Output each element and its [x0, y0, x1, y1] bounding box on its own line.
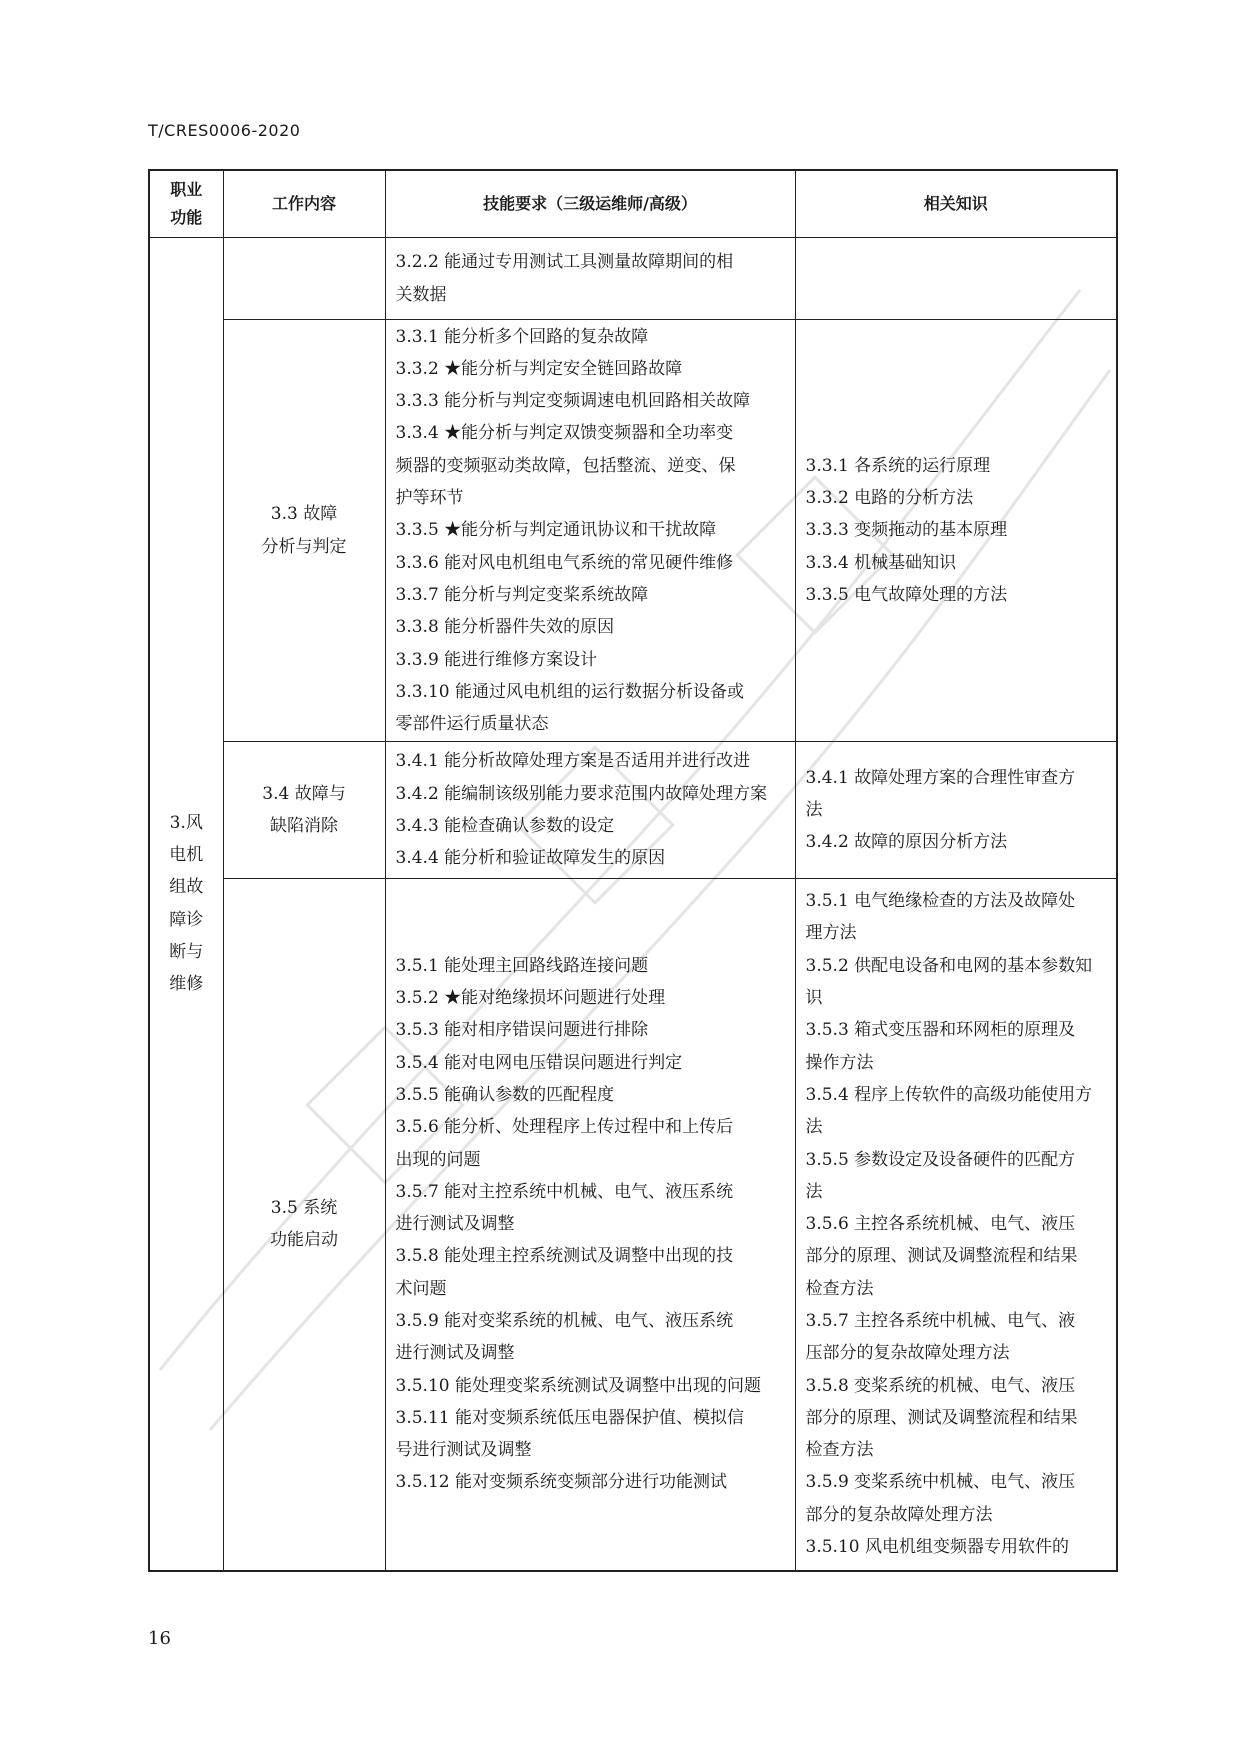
skill-cell: 3.4.1 能分析故障处理方案是否适用并进行改进 3.4.2 能编制该级别能力要求范围内故障处理方案 3.4.3 能检查确认参数的设定 3.4.4 能分析和验证故障发生的原因	[385, 742, 795, 879]
knowledge-cell: 3.3.1 各系统的运行原理 3.3.2 电路的分析方法 3.3.3 变频拖动的基本原理 3.3.4 机械基础知识 3.3.5 电气故障处理的方法	[795, 320, 1117, 742]
page-number: 16	[148, 1628, 171, 1649]
work-content-cell	[223, 238, 385, 320]
document-code: T/CRES0006-2020	[148, 121, 301, 140]
table-row	[149, 879, 1117, 1571]
knowledge-cell	[795, 238, 1117, 320]
knowledge-cell: 3.4.1 故障处理方案的合理性审查方 法 3.4.2 故障的原因分析方法	[795, 742, 1117, 879]
skill-cell: 3.2.2 能通过专用测试工具测量故障期间的相 关数据	[385, 238, 795, 320]
work-content-cell: 3.4 故障与 缺陷消除	[223, 742, 385, 879]
skills-table	[148, 169, 1118, 1572]
work-content-cell: 3.5 系统 功能启动	[223, 879, 385, 1571]
table-row	[149, 742, 1117, 879]
table-row	[149, 320, 1117, 742]
header-function: 职业 功能	[149, 170, 223, 238]
function-cell: 3.风 电机 组故 障诊 断与 维修	[149, 238, 223, 1571]
header-skill-requirements: 技能要求（三级运维师/高级）	[385, 170, 795, 238]
table-header-row	[149, 170, 1117, 238]
header-work-content: 工作内容	[223, 170, 385, 238]
skill-cell: 3.5.1 能处理主回路线路连接问题 3.5.2 ★能对绝缘损坏问题进行处理 3.5.3 能对相序错误问题进行排除 3.5.4 能对电网电压错误问题进行判定 3.5.5 能确认参数的匹配程度 3.5.6 能分析、处理程序上传过程中和上传后 出现的问题 3.5.7 能对主控系统中机械、电气、液压系统 进行测试及调整 3.5.8 能处理主控系统测试及调整中出现的技 术问题 3.5.9 能对变桨系统的机械、电气、液压系统 进行测试及调整 3.5.10 能处理变桨系统测试及调整中出现的问题 3.5.11 能对变频系统低压电器保护值、模拟信 号进行测试及调整 3.5.12 能对变频系统变频部分进行功能测试	[385, 879, 795, 1571]
work-content-cell: 3.3 故障 分析与判定	[223, 320, 385, 742]
knowledge-cell: 3.5.1 电气绝缘检查的方法及故障处 理方法 3.5.2 供配电设备和电网的基本参数知 识 3.5.3 箱式变压器和环网柜的原理及 操作方法 3.5.4 程序上传软件的高级功能使用方 法 3.5.5 参数设定及设备硬件的匹配方 法 3.5.6 主控各系统机械、电气、液压 部分的原理、测试及调整流程和结果 检查方法 3.5.7 主控各系统中机械、电气、液 压部分的复杂故障处理方法 3.5.8 变桨系统的机械、电气、液压 部分的原理、测试及调整流程和结果 检查方法 3.5.9 变桨系统中机械、电气、液压 部分的复杂故障处理方法 3.5.10 风电机组变频器专用软件的	[795, 879, 1117, 1571]
table-row	[149, 238, 1117, 320]
header-related-knowledge: 相关知识	[795, 170, 1117, 238]
skill-cell: 3.3.1 能分析多个回路的复杂故障 3.3.2 ★能分析与判定安全链回路故障 3.3.3 能分析与判定变频调速电机回路相关故障 3.3.4 ★能分析与判定双馈变频器和全功率变 频器的变频驱动类故障，包括整流、逆变、保 护等环节 3.3.5 ★能分析与判定通讯协议和干扰故障 3.3.6 能对风电机组电气系统的常见硬件维修 3.3.7 能分析与判定变桨系统故障 3.3.8 能分析器件失效的原因 3.3.9 能进行维修方案设计 3.3.10 能通过风电机组的运行数据分析设备或 零部件运行质量状态	[385, 320, 795, 742]
